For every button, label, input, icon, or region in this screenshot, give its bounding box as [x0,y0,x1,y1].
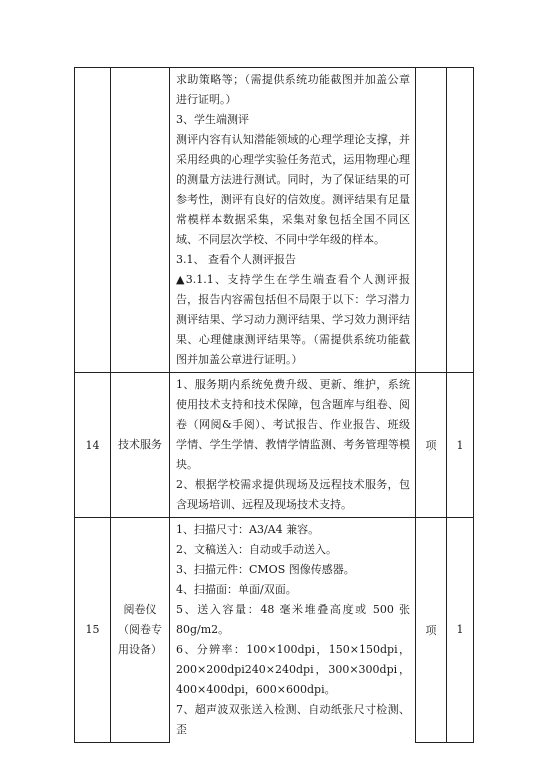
table-row [75,518,474,743]
requirement-line: 7、超声波双张送入检测、自动纸张尺寸检测、歪 [176,703,410,736]
item-requirements [170,68,416,373]
item-requirements [170,373,416,518]
item-name [111,68,170,373]
row-number [75,68,111,373]
requirement-line: 求助策略等；（需提供系统功能截图并加盖公章进行证明。） [176,73,410,106]
item-name: 技术服务 [111,373,170,518]
item-unit [416,68,447,373]
requirements-table [74,67,474,743]
requirement-line: ▲3.1.1、支持学生在学生端查看个人测评报告，报告内容需包括但不局限于以下：学习潜力测评结果、学习动力测评结果、学习效力测评结果、心理健康测评结果等。（需提供系统功能截图并加盖公章进行证明。） [176,273,410,366]
row-number: 14 [75,373,111,518]
requirement-line: 3.1、 查看个人测评报告 [176,253,296,266]
requirement-line: 2、文稿送入：自动或手动送入。 [176,543,337,556]
requirement-line: 1、扫描尺寸：A3/A4 兼容。 [176,523,320,536]
requirement-line: 3、学生端测评 [176,113,249,126]
requirement-line: 测评内容有认知潜能领域的心理学理论支撑，并采用经典的心理学实验任务范式，运用物理心理的测量方法进行测试。同时，为了保证结果的可参考性，测评有良好的信效度。测评结果有足量常模样本数据采集，采集对象包括全国不同区域、不同层次学校、不同中学年级的样本。 [176,133,410,246]
row-number: 15 [75,518,111,743]
table-row [75,68,474,373]
table-row [75,373,474,518]
item-quantity: 1 [447,518,474,743]
item-requirements [170,518,416,743]
requirement-line: 5、送入容量：48 毫米堆叠高度或 500 张 80g/m2。 [176,603,410,636]
requirement-line: 4、扫描面：单面/双面。 [176,583,297,596]
requirement-line: 2、根据学校需求提供现场及远程技术服务，包含现场培训、远程及现场技术支持。 [176,478,410,511]
requirement-line: 1、服务期内系统免费升级、更新、维护，系统使用技术支持和技术保障，包含题库与组卷、阅卷（网阅&手阅）、考试报告、作业报告、班级学情、学生学情、教情学情监测、考务管理等模块。 [176,378,410,471]
requirement-line: 6、分辨率：100×100dpi，150×150dpi，200×200dpi240×240dpi，300×300dpi，400×400dpi，600×600dpi。 [176,643,410,696]
item-name: 阅卷仪（阅卷专用设备） [111,518,170,743]
item-unit: 项 [416,373,447,518]
item-unit: 项 [416,518,447,743]
requirement-line: 3、扫描元件：CMOS 图像传感器。 [176,563,355,576]
item-quantity: 1 [447,373,474,518]
item-quantity [447,68,474,373]
